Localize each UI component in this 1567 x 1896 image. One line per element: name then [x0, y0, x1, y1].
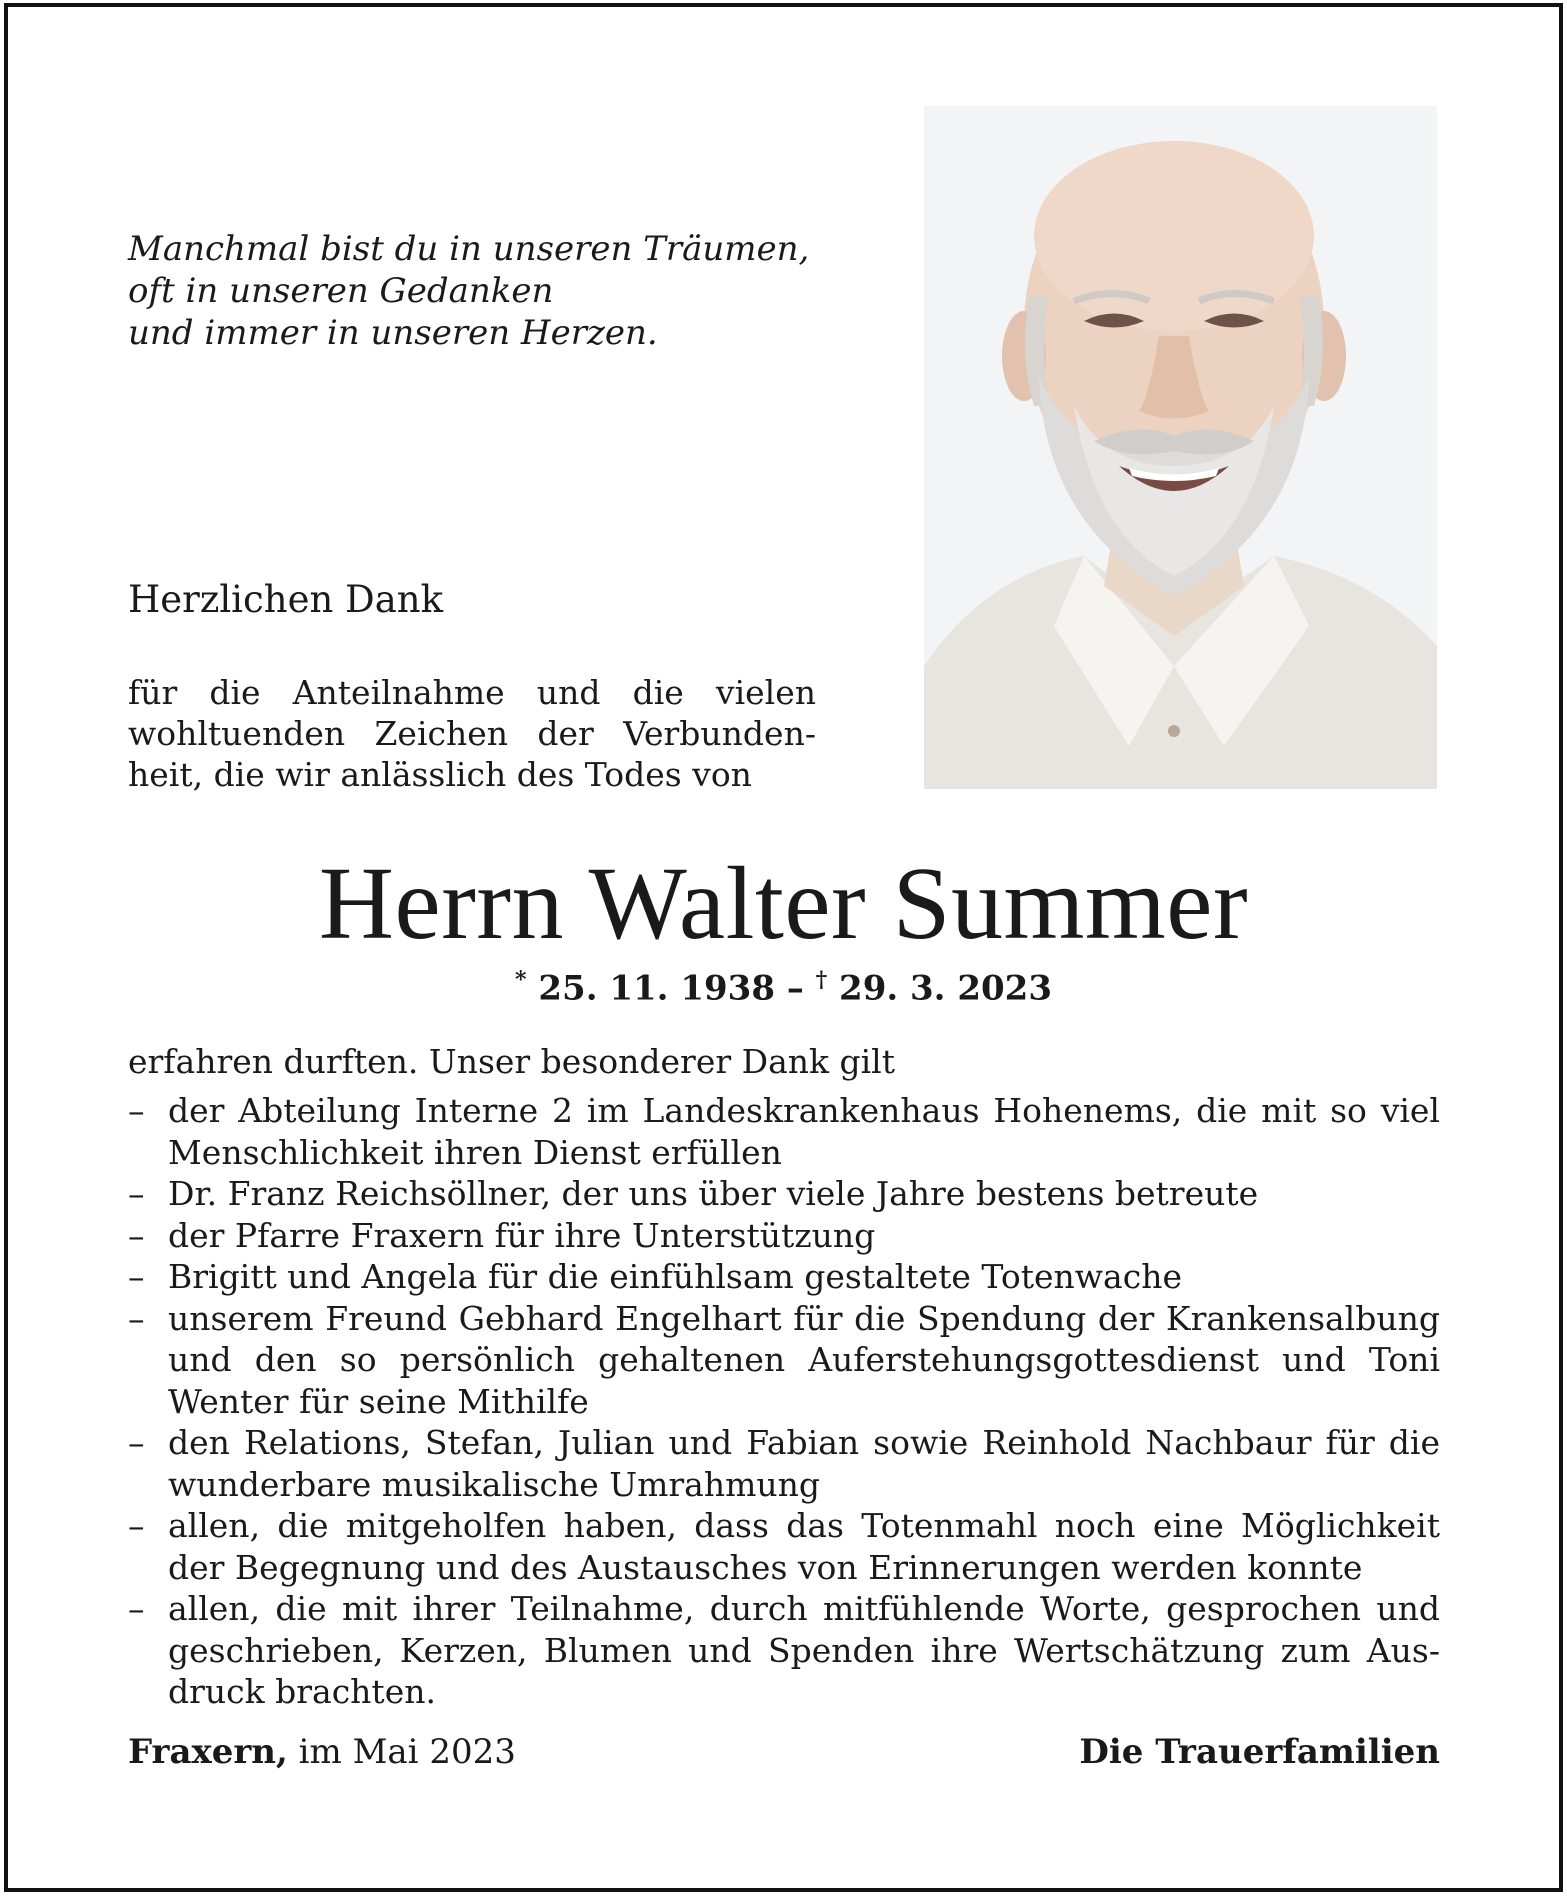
list-item: – der Pfarre Fraxern für ihre Unterstützung — [128, 1215, 1440, 1257]
thanks-heading: Herzlichen Dank — [128, 578, 444, 621]
list-item: – Brigitt und Angela für die einfühlsam gestaltete Totenwache — [128, 1256, 1440, 1298]
list-item: – Dr. Franz Reichsöllner, der uns über viele Jahre bestens betreute — [128, 1173, 1440, 1215]
death-date: 29. 3. 2023 — [839, 968, 1052, 1009]
place-date — [128, 1730, 516, 1774]
quote-line: oft in unseren Gedanken — [128, 271, 554, 311]
birth-date: 25. 11. 1938 — [538, 968, 775, 1009]
death-symbol: † — [815, 967, 828, 993]
list-item: – unserem Freund Gebhard Engelhart für die Spendung der Krankensalbung und den so persönlich gehaltenen Auferstehungsgottesdienst und Toni Wenter für seine Mithilfe — [128, 1298, 1440, 1423]
date-separator: – — [786, 968, 804, 1009]
quote-line: Manchmal bist du in unseren Träumen, — [128, 229, 810, 269]
list-item: – allen, die mitgeholfen haben, dass das Totenmahl noch eine Möglichkeit der Begegnung und des Austausches von Erinnerungen werden konnte — [128, 1505, 1440, 1588]
quote-line: und immer in unseren Herzen. — [128, 313, 658, 353]
list-item: – allen, die mit ihrer Teilnahme, durch mitfühlende Worte, gesprochen und geschrieben, Kerzen, Blumen und Spenden ihre Wertschätzung zum Ausdruck brachten. — [128, 1588, 1440, 1713]
thanks-list — [128, 1090, 1440, 1713]
date: im Mai 2023 — [298, 1732, 516, 1772]
life-dates — [0, 958, 1567, 1010]
portrait-illustration — [924, 106, 1437, 789]
signature: Die Trauerfamilien — [1079, 1732, 1440, 1772]
place: Fraxern, — [128, 1732, 288, 1772]
lead-text: erfahren durften. Unser besonderer Dank gilt — [128, 1042, 895, 1081]
list-item: – der Abteilung Interne 2 im Landeskrankenhaus Hohenems, die mit so viel Menschlichkeit ihren Dienst erfüllen — [128, 1090, 1440, 1173]
birth-symbol: * — [515, 967, 527, 993]
footer — [128, 1730, 1440, 1774]
intro-paragraph: für die Anteilnahme und die vielen wohltuenden Zeichen der Verbundenheit, die wir anlässlich des Todes von — [128, 673, 816, 794]
list-item: – den Relations, Stefan, Julian und Fabian sowie Reinhold Nachbaur für die wunderbare musikalische Umrahmung — [128, 1422, 1440, 1505]
memorial-quote — [128, 228, 828, 354]
portrait-photo — [924, 106, 1437, 789]
deceased-name: Herrn Walter Summer — [318, 846, 1249, 961]
